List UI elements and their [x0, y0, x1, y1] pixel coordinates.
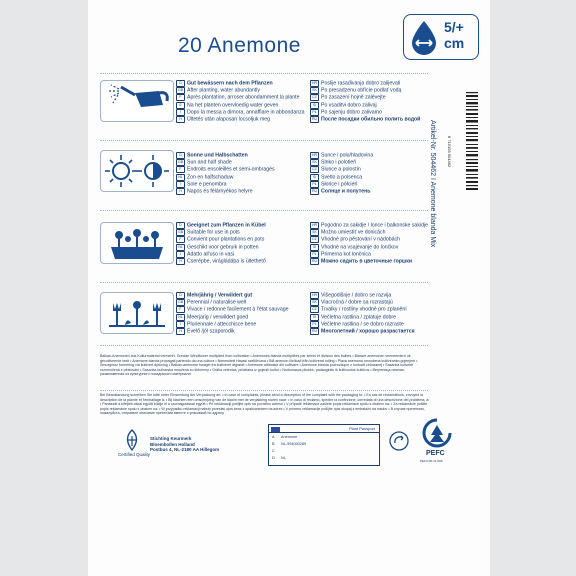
- watering-can-icon: [101, 81, 173, 121]
- packaging-label: [88, 0, 490, 576]
- section-sun-left: D Sonne und Halbschatten GB Sun and half shade F Endroits ensoleillés et semi-ombragés NL Zon en halfschaduw I Sole e penombra H Napos és félárnyékos helyre: [177, 152, 275, 195]
- certified-quality-icon: [120, 428, 144, 452]
- eu-flag-icon: [271, 427, 280, 432]
- section-perennial-left: D Mehrjährig / Verwildert gut GB Perennial / naturalise well F Vivace / redonne facilement à l'état sauvage NL Meerjarig / verwildert goed I Pluriennale / attecchisce bene H Évelő /jól szaporodik: [177, 292, 289, 335]
- watering-box: [100, 80, 174, 122]
- pefc-code: PEFC/30-31-086: [420, 459, 443, 463]
- divider: [100, 390, 428, 391]
- product-title: 20 Anemone: [178, 34, 301, 57]
- origin-notice: Balkan-Anemonen aus Kulturmaterial vermehrt. Grecian Windflower multiplied from cultivation • Anémones blanda multipliées par semis et division des bulbes • Blauwe anemonen vermeerderd uit gecultiveerde teelt • Anemone blanda propagati partendo da una coltura • Nemesített Havasi szellőrózsa • Blå anemon förökad från kultiverat odling • Plava anemona umnožena kultiviranim gojenjem • Smuzgmoz formering via kultivert dyrkning • Balkan-anemone forøget fra kultiveret afgrøde • Anemone albánske dle cultivare • Anemone blanda pochodzące z hodowli celowanej • Sasanka kulturně rozmnožená z pěstování • Sasanka bulharská množená zo štěcheny • Gräka vetenica, pridelana iz gojenih kultur • Nodomasos pliukės, padaugintis iš kultivuotos kultūros • Ветреница нежная, размноженная из культурного посадочного материала: [100, 354, 418, 376]
- perennial-box: [100, 292, 174, 334]
- pefc-tree-icon: [420, 418, 454, 448]
- section-watering-left: D Gut bewässern nach dem Pflanzen GB After planting, water abundantly F Après plantation, arroser abondamment la plante E Na het planten overvloedig water geven I Dopo la messa a dimora, annaffiare in abbondanza H Ültetés után alaposan locsoljuk meg: [177, 80, 305, 123]
- divider: [100, 73, 428, 74]
- potted-flowers-icon: [101, 223, 173, 263]
- divider: [100, 345, 428, 346]
- perennial-flowers-icon: [101, 293, 173, 333]
- planting-depth-box: [403, 14, 479, 60]
- complaint-notice: Bei Beanstandung schreiben Sie bitte unter Einsendung der Verpackung an: • In case of complaints, please send a description of the complaint with the packaging to: • En cas de réclamations, envoyez la description de la plainte et l'emballage à: • Bij klachten een omschrijving van de klacht met de verpakking sturen naar: • In caso di reclamo, spedire la confezione, corredata di una descrizione del problema, a: • Panaszát a kifejtett okkal együtt küldje el a csomagolással együtt • Pri reklamaciji pošljite opis na povratnu adresu • V případě reklamace zašlete popis reklamace spolu s obalem na: • Za reklamácie pošlite popis reklamácie spolu s obalom na: • W przypadku reklamacji należy przesłać opis wraz z opakowaniem na adres • V primeru reklamacije pošljite opis skupaj z embalažo na naslov • В случае претензии, пожалуйста, отправьте описание претензии вместе с упаковкой по адресу: [100, 393, 430, 415]
- sun-half-shade-icon: [101, 151, 173, 191]
- plant-passport-header: Plant Passport: [269, 425, 379, 433]
- section-sun-right: HR Sunce i polu/hladovina SK Slnko i polotieň CZ Slunce a polostín SI Svetlo a polsenca PL Słońce i półcień RU Солнце и полутень: [311, 152, 374, 195]
- barcode-digits: 8 710195 504462: [447, 136, 452, 168]
- section-watering-right: HR Poslije rasađivanja dobro zalijevati SK Po presadzenu obfície podlať vodą CZ Po zasazení hojně zalévejte SI Po vsaditvi dobro zalivaj PL Po sajenju dobro zalivamo RU После посадки обильно полить водой: [311, 80, 421, 123]
- pots-box: [100, 222, 174, 264]
- article-number: Artikel-Nr. 504462 I Anemone blanda Mix: [429, 120, 436, 248]
- pefc-label: PEFC: [426, 450, 445, 457]
- divider: [100, 210, 428, 211]
- section-pots-right: HR Pogodno za sakidje / lonce i balkonske sakidje SK Možno umiestiť ve donicách CZ Vhodné pro pěstování v nádobách SI Vhodné na vsajevanje do lončkov PL Primerna kot lončnica RU Можно садить в цветочные горшки: [311, 222, 428, 265]
- section-perennial-right: HR Višegodišnje / dobro se razvija SK Viacročná / dobre sa rozrastajú CZ Trvalky / rostliny vhodné pro zplanění SI Večletna rastlina / zplatuje dobre PL Večletne rastlina / se dobro razraste RU Многолетний / хорошо разрастается: [311, 292, 415, 335]
- recycle-icon: [388, 430, 410, 452]
- drop-depth-icon: [406, 17, 442, 57]
- section-pots-left: D Geeignet zum Pflanzen in Kübel GB Suitable for use in pots F Convient pour plantations en pots NL Geschikt voor gebruik in potten I Adatto all'uso in vasi H Cserépbe, virágládába is ültethető: [177, 222, 266, 265]
- divider: [100, 140, 428, 141]
- plant-passport: Plant Passport A Anemone B NL-994000289 C D NL: [268, 424, 380, 466]
- divider: [100, 282, 428, 283]
- sun-box: [100, 150, 174, 192]
- planting-depth-value: 5/+ cm: [444, 19, 465, 51]
- barcode: [447, 90, 480, 194]
- certified-label: Certified Quality: [118, 452, 151, 457]
- stichting-address: Stichting Keurmerk Bloembollen Holland Postbus 4, NL-2180 AA Hillegom: [150, 436, 220, 453]
